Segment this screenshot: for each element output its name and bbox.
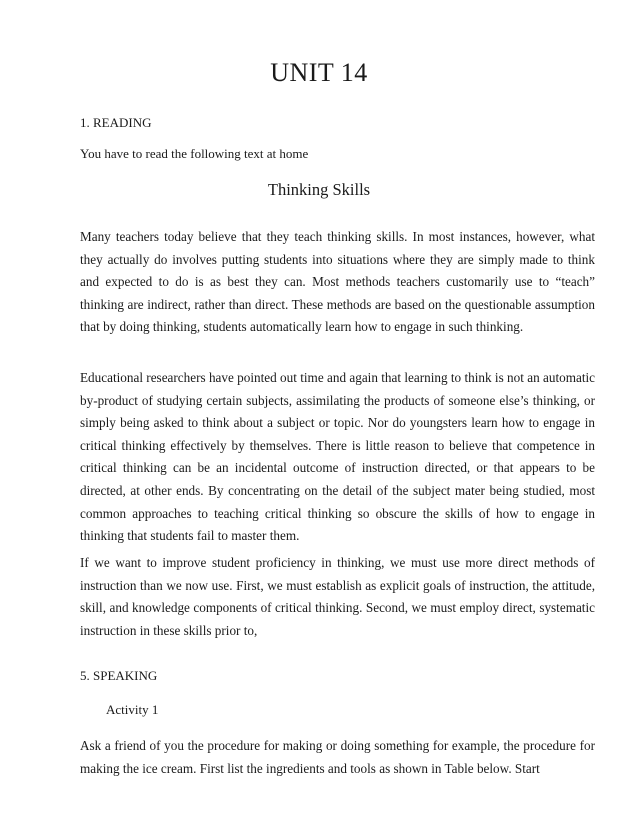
reading-heading: 1. READING bbox=[80, 115, 152, 130]
paragraph-3: If we want to improve student proficiency in thinking, we must use more direct methods of instruction than we now use. First, we must establish as explicit goals of instruction, the attitude, skill, and knowledge components of critical thinking. Second, we must employ direct, systematic instruction in these skills prior to, bbox=[80, 555, 595, 638]
speaking-heading: 5. SPEAKING bbox=[80, 668, 158, 683]
paragraph-1: Many teachers today believe that they teach thinking skills. In most instances, however, what they actually do involves putting students into situations where they are simply made to think and expected to do is as best they can. Most methods teachers customarily use to “teach” thinking are indirect, rather than direct. These methods are based on the questionable assumption that by doing thinking, students automatically learn how to engage in such thinking. bbox=[80, 229, 595, 335]
activity-label: Activity 1 bbox=[106, 702, 159, 717]
text-title: Thinking Skills bbox=[267, 180, 371, 199]
reading-intro: You have to read the following text at home bbox=[80, 146, 309, 161]
activity-text: Ask a friend of you the procedure for making or doing something for example, the procedure for making the ice cream. First list the ingredients and tools as shown in Table below. Start bbox=[80, 738, 595, 776]
paragraph-2: Educational researchers have pointed out time and again that learning to think is not an automatic by-product of studying certain subjects, assimilating the products of someone else’s thinking, or simply being asked to think about a subject or topic. Nor do youngsters learn how to engage in critical thinking effectively by themselves. There is little reason to believe that competence in critical thinking can be an incidental outcome of instruction directed, or that appears to be directed, at other ends. By concentrating on the detail of the subject mater being studied, most common approaches to teaching critical thinking so obscure the skills of how to engage in thinking that students fail to master them. bbox=[80, 370, 595, 544]
unit-title: UNIT 14 bbox=[270, 58, 368, 87]
